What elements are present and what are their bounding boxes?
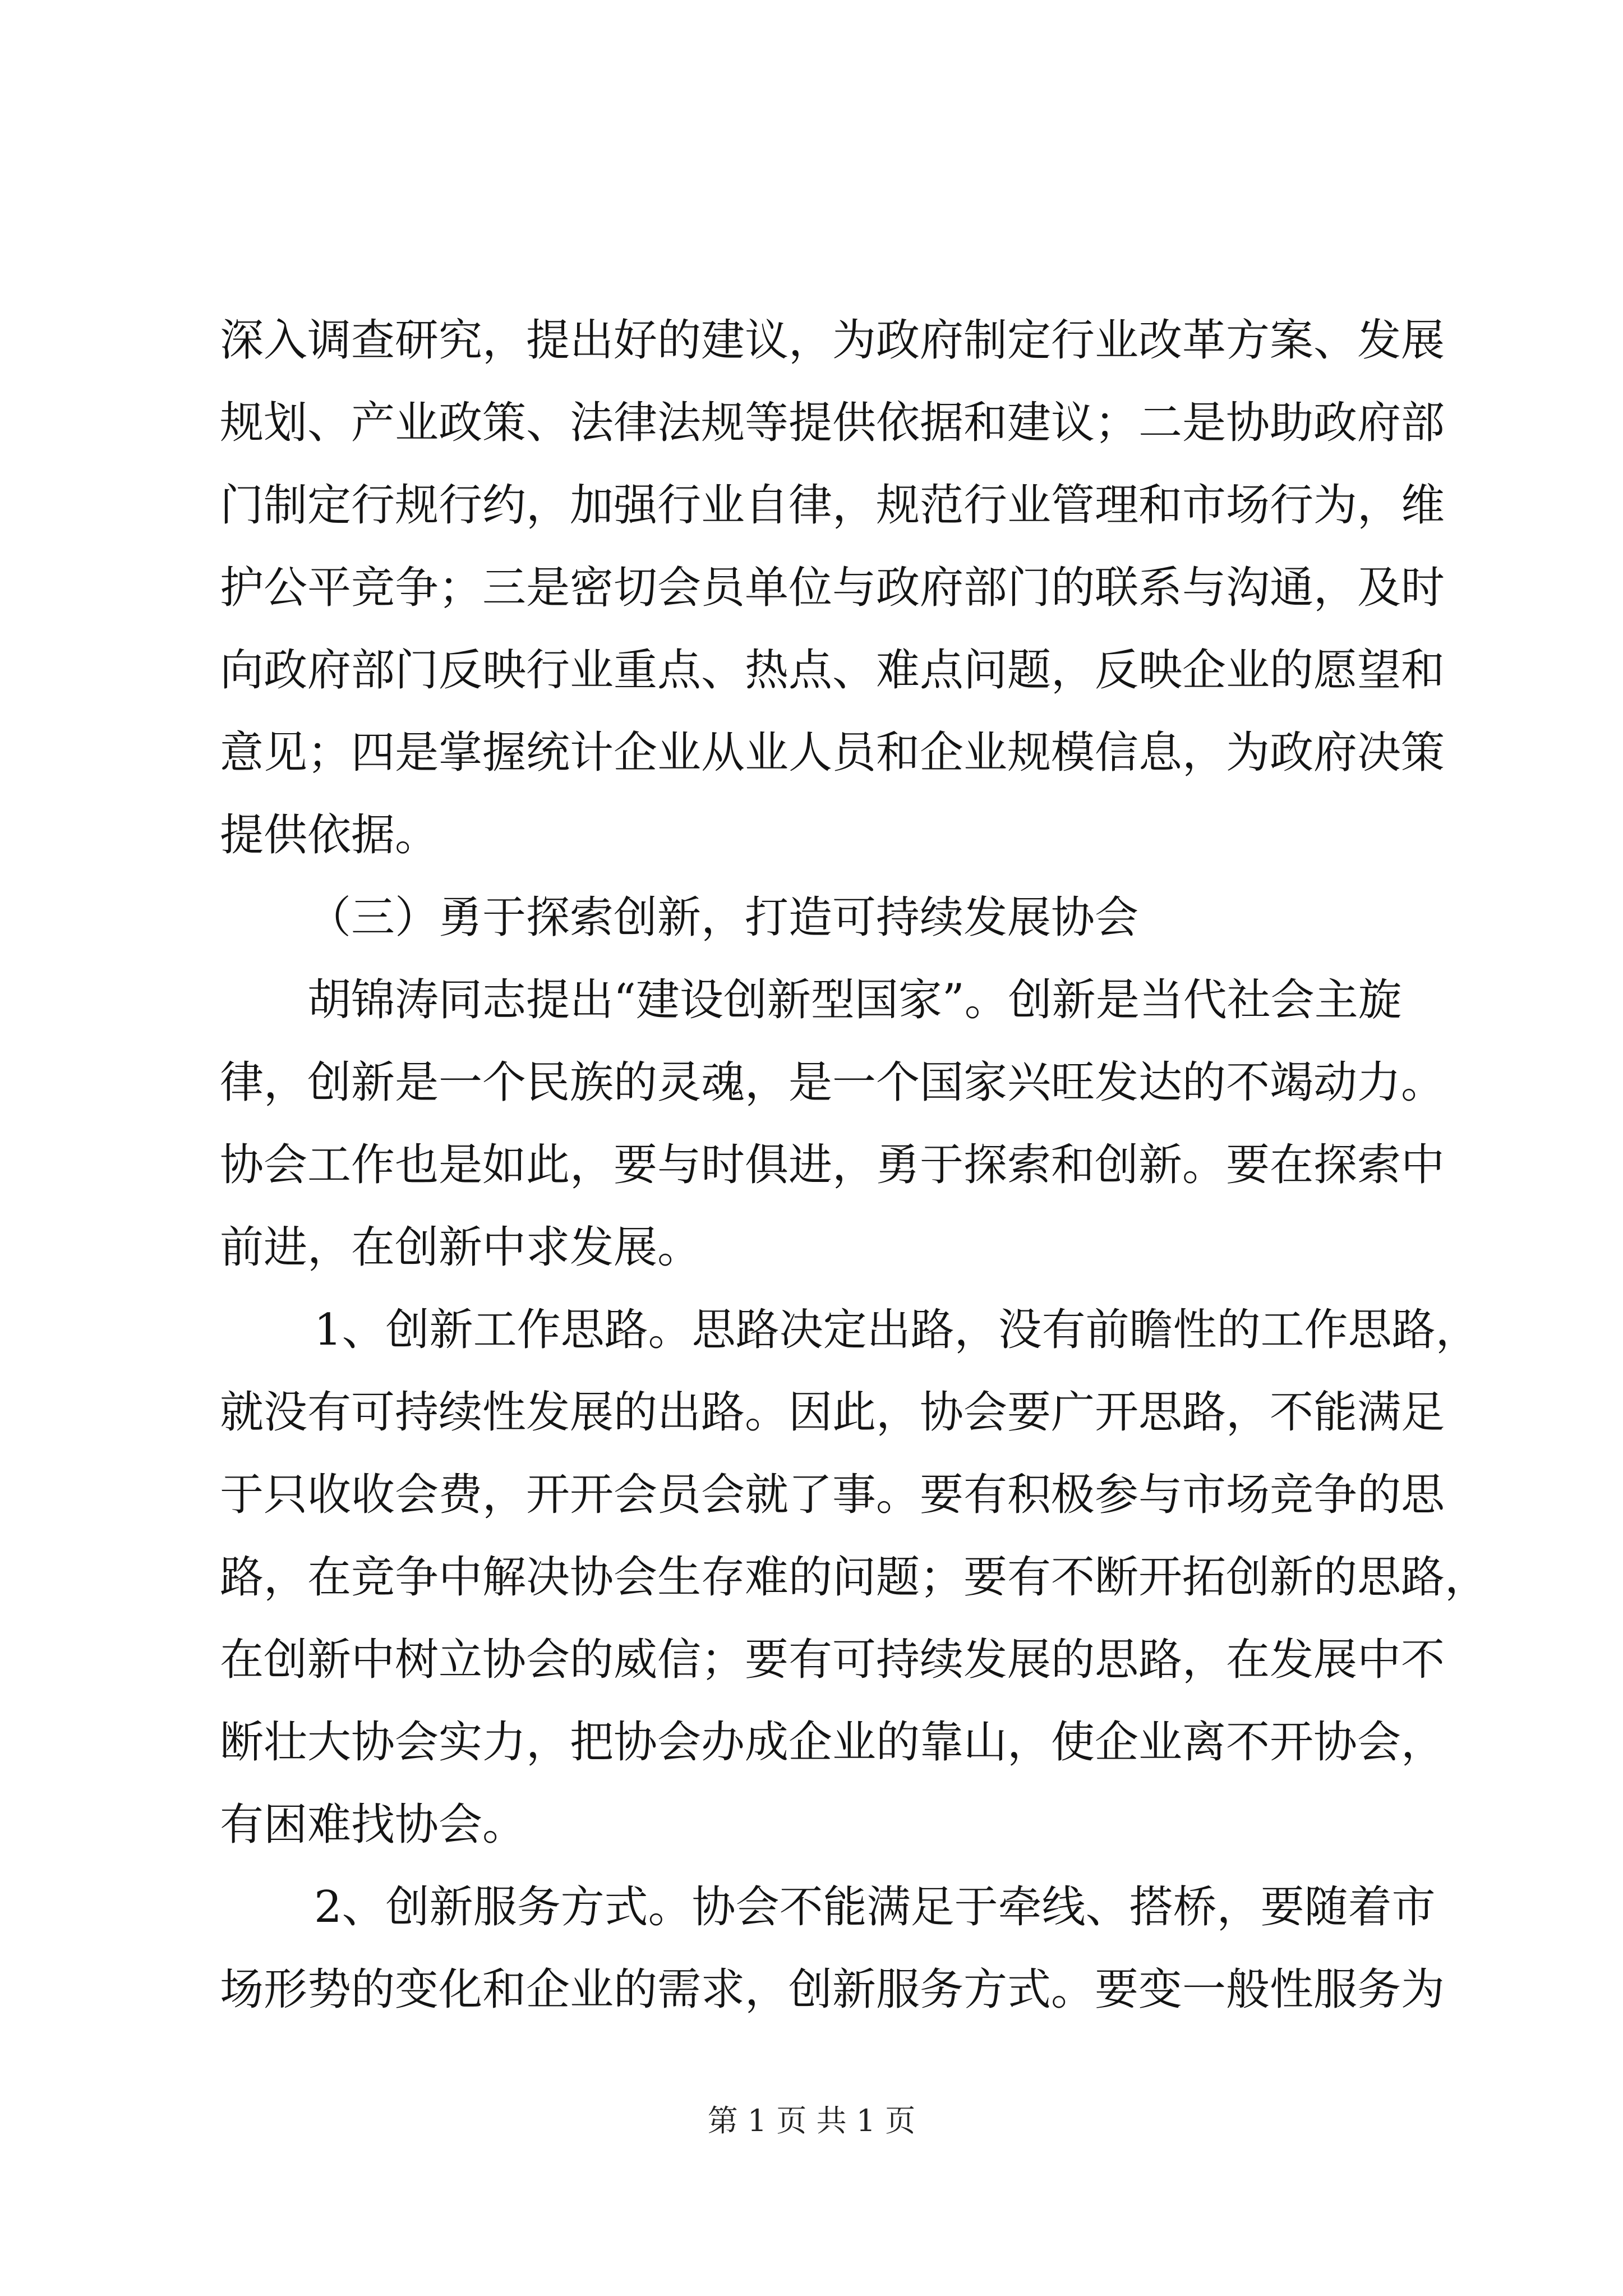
body-line-18: 断壮大协会实力，把协会办成企业的靠山，使企业离不开协会， (220, 1717, 1445, 1768)
body-line-4: 护公平竞争；三是密切会员单位与政府部门的联系与沟通，及时 (220, 563, 1445, 613)
body-line-3: 门制定行规行约，加强行业自律，规范行业管理和市场行为，维 (220, 480, 1445, 531)
body-line-12: 前进，在创新中求发展。 (220, 1222, 702, 1273)
body-line-20: 2、创新服务方式。协会不能满足于牵线、搭桥，要随着市 (314, 1882, 1436, 1932)
page-number-footer: 第 1 页 共 1 页 (707, 2103, 916, 2138)
body-line-5: 向政府部门反映行业重点、热点、难点问题，反映企业的愿望和 (220, 645, 1445, 696)
body-line-15: 于只收收会费，开开会员会就了事。要有积极参与市场竞争的思 (220, 1470, 1445, 1520)
body-line-6: 意见；四是掌握统计企业从业人员和企业规模信息，为政府决策 (220, 728, 1445, 778)
body-line-9: 胡锦涛同志提出“建设创新型国家”。创新是当代社会主旋 (307, 975, 1402, 1025)
body-line-16: 路，在竞争中解决协会生存难的问题；要有不断开拓创新的思路， (220, 1552, 1489, 1603)
body-line-2: 规划、产业政策、法律法规等提供依据和建议；二是协助政府部 (220, 398, 1445, 448)
body-line-11: 协会工作也是如此，要与时俱进，勇于探索和创新。要在探索中 (220, 1140, 1445, 1190)
body-line-13: 1、创新工作思路。思路决定出路，没有前瞻性的工作思路， (314, 1305, 1479, 1355)
body-line-17: 在创新中树立协会的威信；要有可持续发展的思路，在发展中不 (220, 1635, 1445, 1685)
section-heading: （三）勇于探索创新，打造可持续发展协会 (307, 892, 1139, 943)
body-line-7: 提供依据。 (220, 810, 439, 861)
body-line-21: 场形势的变化和企业的需求，创新服务方式。要变一般性服务为 (220, 1964, 1445, 2015)
body-line-1: 深入调查研究，提出好的建议，为政府制定行业改革方案、发展 (220, 315, 1445, 366)
body-line-10: 律，创新是一个民族的灵魂，是一个国家兴旺发达的不竭动力。 (220, 1057, 1445, 1108)
body-line-14: 就没有可持续性发展的出路。因此，协会要广开思路，不能满足 (220, 1387, 1445, 1438)
body-line-19: 有困难找协会。 (220, 1800, 527, 1850)
